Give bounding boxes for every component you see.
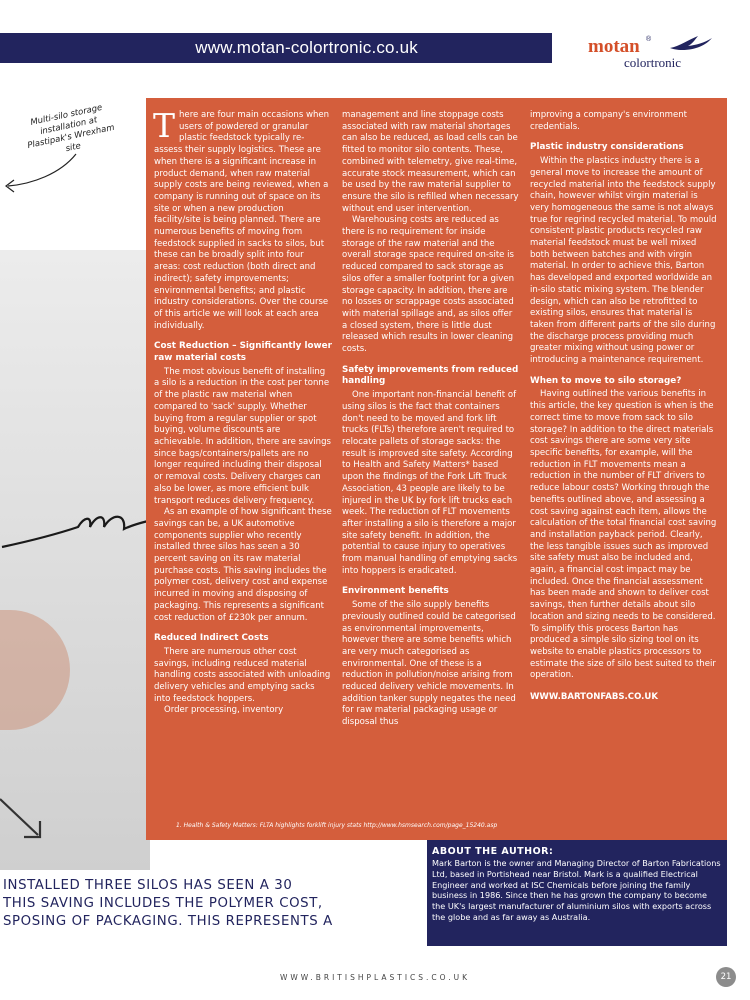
paragraph: The most obvious benefit of installing a silo is a reduction in the cost per tonne of the plastic raw material when compared to 'sack' supply. Whether buying from a regular supplier or spot buying, volume discounts are achievable. In addition, there are savings since bags/containers/pallets are no longer required including their disposal or removal costs. Delivery charges can also be lower, as more efficient bulk transport reduces delivery frequency.	[154, 366, 331, 506]
handwritten-scribble	[0, 505, 150, 555]
heading-safety: Safety improvements from reduced handling	[342, 364, 519, 387]
paragraph: There are numerous other cost savings, including reduced material handling costs associated with unloading delivery vehicles and emptying sacks into feedstock hoppers.	[154, 646, 331, 704]
heading-environment: Environment benefits	[342, 586, 449, 597]
paragraph: One important non-financial benefit of using silos is the fact that containers don't need to be moved and fork lift trucks (FLTs) therefore aren't required to relocate pallets of storage sacks: the result is improved site safety. According to Health and Safety Matters* based upon the findings of the Fork Lift Truck Association, 43 people are likely to be injured in the UK by fork lift trucks each week. The reduction of FLT movements after installing a silo is therefore a major site safety benefit. In addition, the potential to cause injury to operatives from manual handling of emptying sacks into hoppers is eradicated.	[342, 390, 518, 576]
header-url[interactable]: www.motan-colortronic.co.uk	[195, 38, 418, 57]
about-author-box	[427, 840, 727, 946]
paragraph: Within the plastics industry there is a general move to increase the amount of recycled material into the feedstock supply chain, however whilst virgin material is very homogeneous the same is not always true for regrind recycled material. To mould consistent plastic products recycled raw material feedstock must be well mixed both between batches and with virgin material. In order to achieve this, Barton has developed and exported worldwide an in-silo static mixing system. The blender design, which can also be retrofitted to existing silos, ensures that material is taken from different parts of the silo during the discharge process providing much greater mixing without using power or introducing a maintenance requirement.	[530, 156, 717, 366]
paragraph: Warehousing costs are reduced as there is no requirement for inside storage of the raw material and the overall storage space required on-site is reduced compared to sack storage as silos offer a smaller footprint for a given storage capacity. In addition, there are no losses or scrappage costs associated with material spillage and, as silos offer a closed system, there is little dust released which results in lower cleaning costs.	[342, 215, 514, 355]
author-heading: ABOUT THE AUTHOR:	[432, 846, 554, 857]
logo-word-motan: motan	[588, 36, 640, 57]
header-bar	[0, 33, 552, 63]
silo-photo	[0, 250, 150, 870]
paragraph: improving a company's environment credentials.	[530, 110, 687, 132]
photo-detail	[0, 610, 70, 730]
heading-plastic-industry: Plastic industry considerations	[530, 142, 684, 153]
intro-paragraph: here are four main occasions when users of powdered or granular plastic feedstock typically re-assess their supply logistics. These are when there is a significant increase in product demand, when raw material supply costs are being reviewed, when a company is running out of space on its site or when a new production facility/site is being planned. There are numerous benefits of moving from feedstock supplied in sacks to silos, but these can be broadly split into four areas: cost reduction (both direct and indirect); safety improvements; environmental benefits; and plastic industry considerations. Over the course of this article we will look at each area individually.	[154, 110, 330, 331]
motan-colortronic-logo	[588, 36, 728, 70]
pull-quote-line: THIS SAVING INCLUDES THE POLYMER COST,	[3, 896, 323, 911]
pull-quote-line: INSTALLED THREE SILOS HAS SEEN A 30	[3, 878, 293, 893]
paragraph: As an example of how significant these savings can be, a UK automotive components supplier who recently installed three silos has seen a 30 percent saving on its raw material purchase costs. This saving includes the polymer cost, delivery cost and expense incurred in moving and disposing of packaging. This represents a significant cost reduction of £230k per annum.	[154, 507, 332, 623]
logo-registered-mark: ®	[646, 36, 652, 43]
article-column-2	[342, 110, 520, 729]
barton-website-link[interactable]: WWW.BARTONFABS.CO.UK	[530, 692, 658, 703]
caption-arrow-icon	[0, 120, 80, 200]
photo-caption: Multi-silo storage installation at Plastipak's Wrexham site	[26, 102, 116, 155]
paragraph: Order processing, inventory	[164, 705, 284, 716]
footnote: 1. Health & Safety Matters: FLTA highlights forklift injury stats http://www.hsmsearch.com/page_15240.asp	[176, 822, 498, 829]
article-column-1	[153, 106, 332, 717]
swallow-bird-icon	[668, 34, 714, 57]
footer-url[interactable]: WWW.BRITISHPLASTICS.CO.UK	[279, 973, 471, 982]
page-number: 21	[716, 967, 736, 987]
paragraph: Having outlined the various benefits in this article, the key question is when is the correct time to move from sack to silo storage? In addition to the direct materials cost savings there are some very site specific benefits, for example, will the reduction in FLT movements mean a reduction in the number of FLT drivers to reduce labour costs? Working through the benefits outlined above, and assessing a cost saving against each item, allows the calculation of the total financial cost saving and installation payback period. Clearly, the less tangible issues such as improved site safety must also be included and, again, a financial cost impact may be included. Once the financial assessment has been made and shown to deliver cost savings, then further details about silo location and sizing needs to be considered. To simplify this process Barton has produced a simple silo sizing tool on its website to enable plastics processors to estimate the size of silo best suited to their operation.	[530, 389, 717, 681]
author-bio: Mark Barton is the owner and Managing Director of Barton Fabrications Ltd, based in Portishead near Bristol. Mark is a qualified Electrical Engineer and worked at ISC Chemicals before joining the family business in 1986. Since then he has grown the company to become the UK's largest manufacturer of aluminium silos with exports across the globe and as far away as Australia.	[432, 858, 721, 922]
article-panel	[146, 98, 727, 840]
article-column-3	[530, 110, 718, 704]
logo-word-colortronic: colortronic	[624, 55, 682, 70]
paragraph: Some of the silo supply benefits previously outlined could be categorised as environmental improvements, however there are some benefits which are very much categorised as environmental. One of these is a reduction in pollution/noise arising from reduced delivery vehicle movements. In addition tanker supply negates the need for raw material packaging usage or disposal thus	[342, 600, 516, 728]
heading-cost-reduction: Cost Reduction – Significantly lower raw material costs	[154, 341, 332, 364]
heading-indirect-costs: Reduced Indirect Costs	[154, 633, 269, 644]
pull-quote-line: SPOSING OF PACKAGING. THIS REPRESENTS A	[3, 914, 333, 929]
heading-when-to-move: When to move to silo storage?	[530, 375, 682, 386]
paragraph: management and line stoppage costs associated with raw material shortages can also be reduced, as load cells can be fitted to monitor silo contents. These, combined with telemetry, give real-time, accurate stock measurement, which can be used by the raw material supplier to ensure the silo is refilled when necessary without end user intervention.	[342, 110, 519, 214]
drop-cap: T	[153, 106, 176, 145]
pull-quote	[3, 877, 423, 931]
arrow-icon	[0, 795, 60, 855]
